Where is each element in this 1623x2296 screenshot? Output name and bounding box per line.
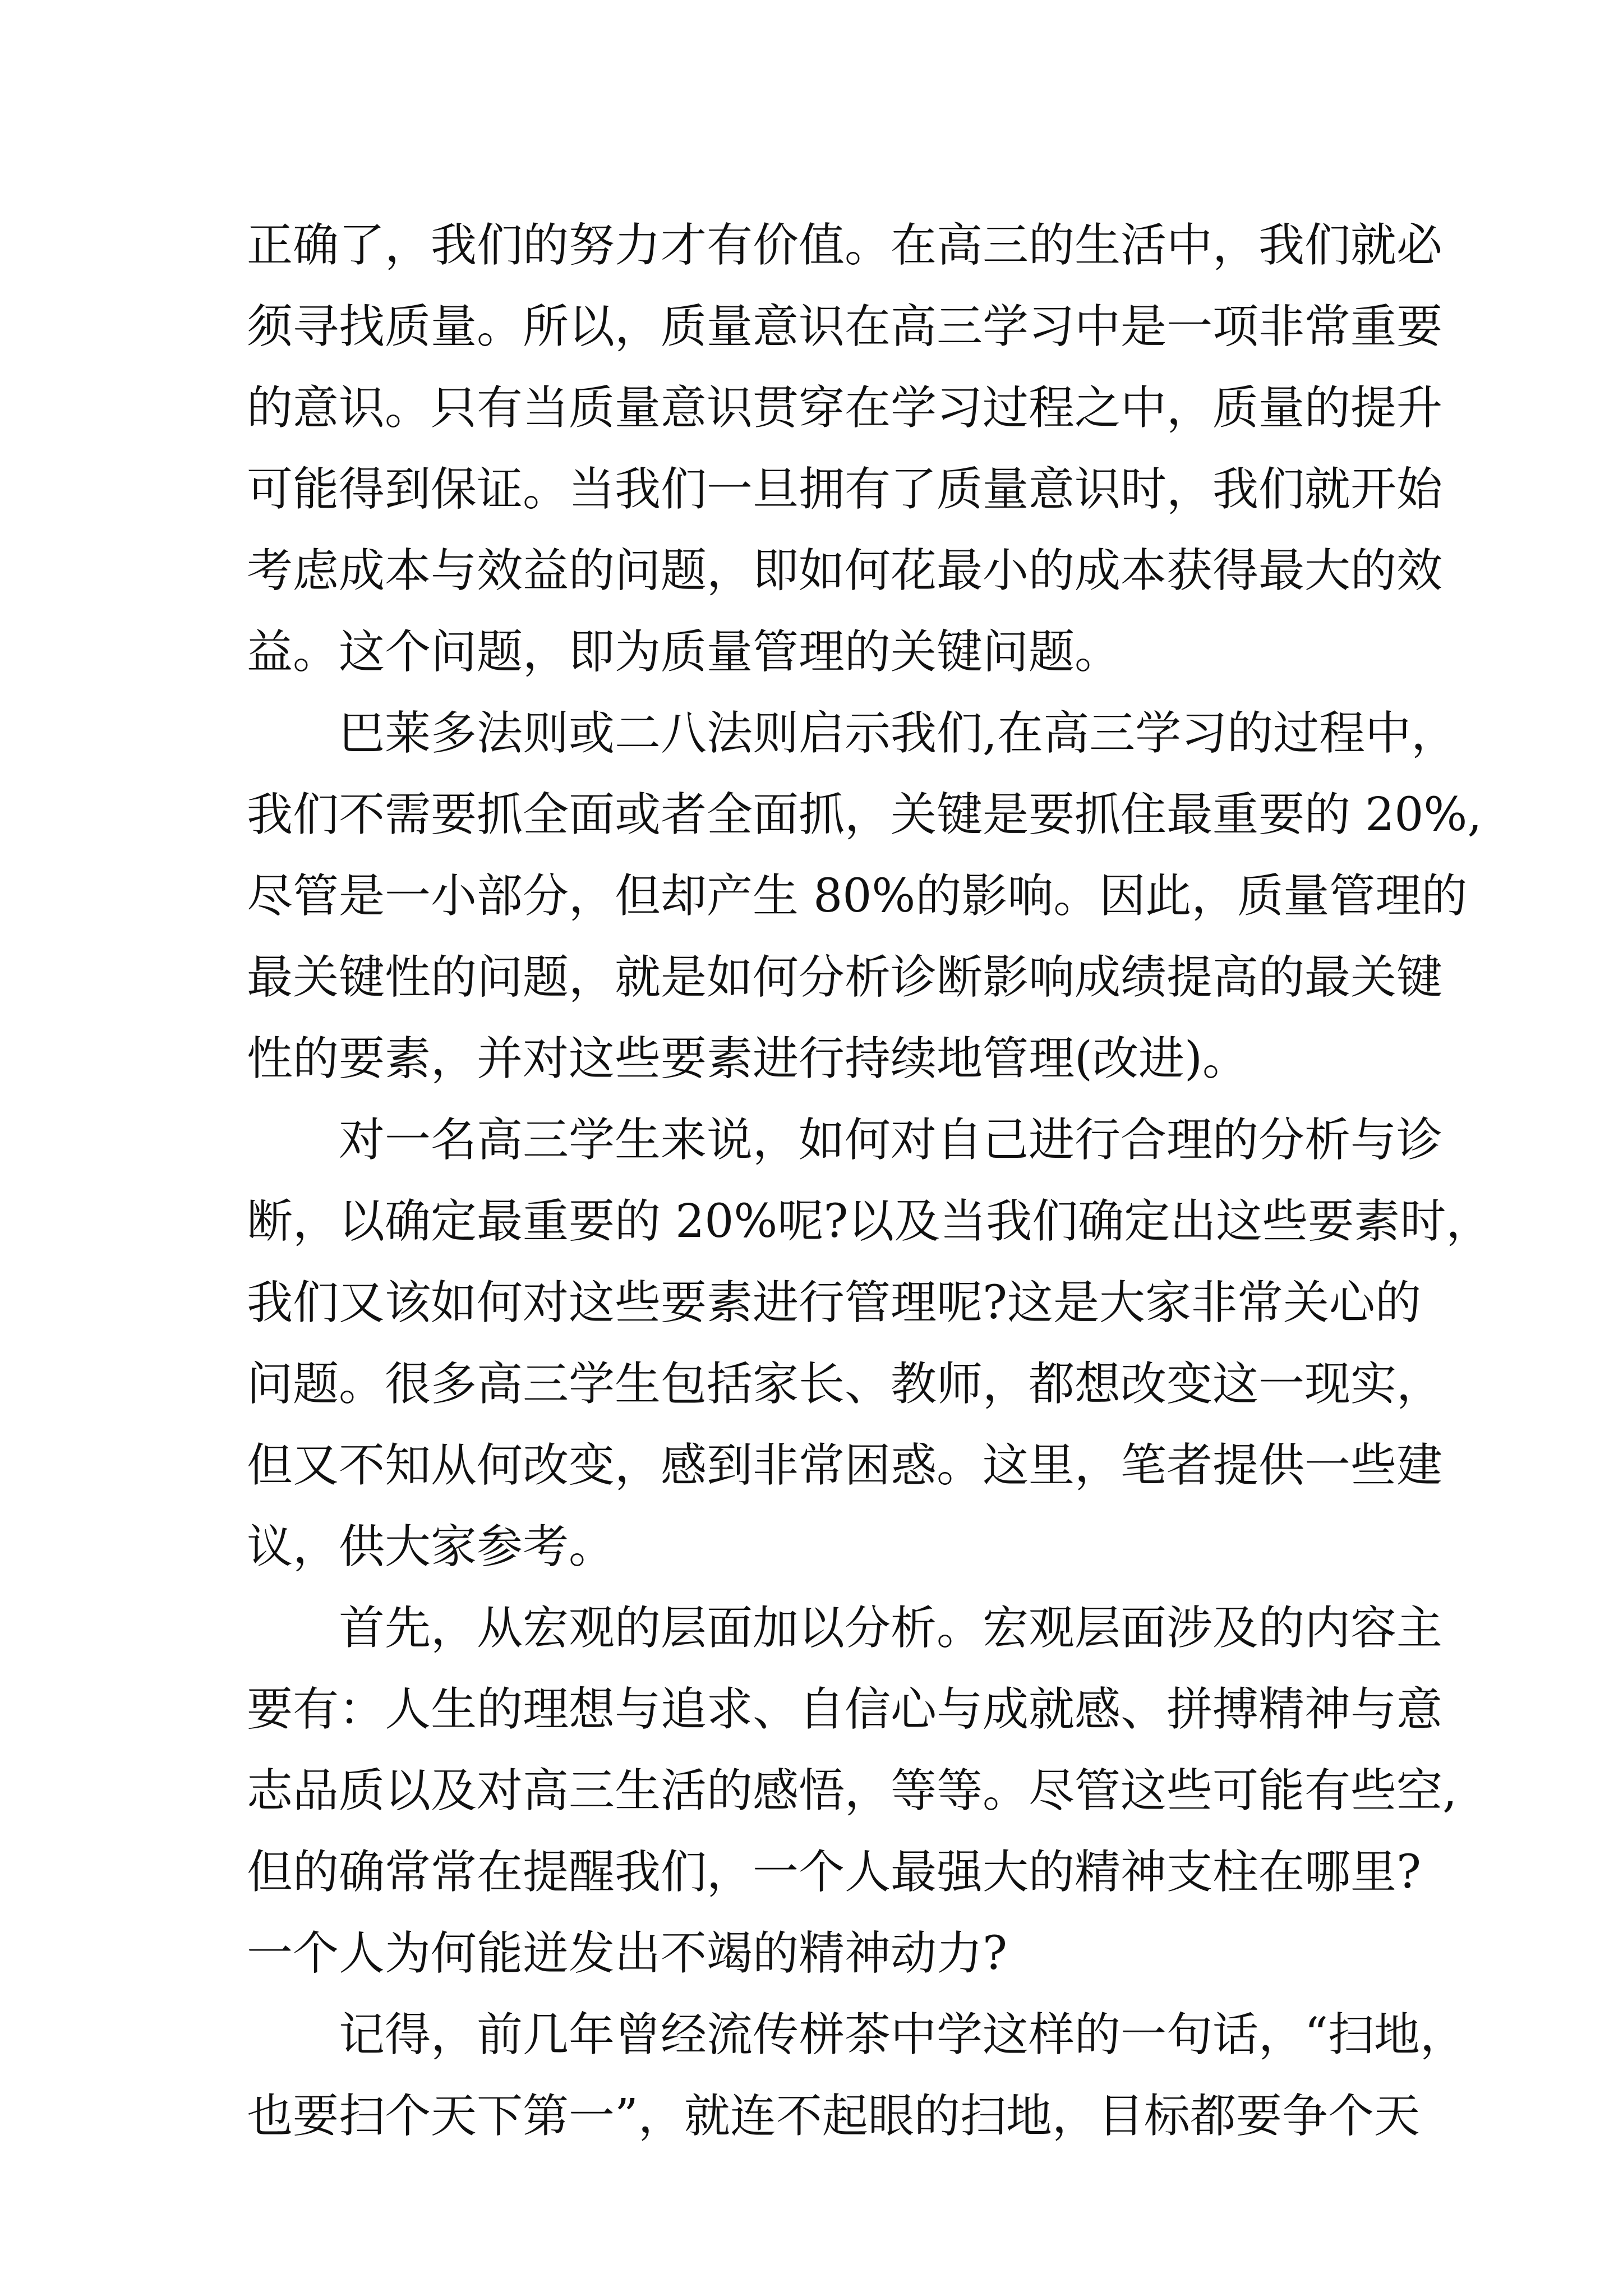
paragraph-first-line: 首先，从宏观的层面加以分析。宏观层面涉及的内容主 <box>339 1602 1443 1655</box>
text-line: 的意识。只有当质量意识贯穿在学习过程之中，质量的提升 <box>247 381 1443 435</box>
text-line: 一个人为何能迸发出不竭的精神动力? <box>247 1927 1007 1980</box>
text-line: 正确了，我们的努力才有价值。在高三的生活中，我们就必 <box>247 219 1443 272</box>
text-line: 问题。很多高三学生包括家长、教师，都想改变这一现实， <box>247 1358 1443 1411</box>
text-line: 最关键性的问题，就是如何分析诊断影响成绩提高的最关键 <box>247 951 1443 1004</box>
paragraph-first-line: 对一名高三学生来说，如何对自己进行合理的分析与诊 <box>339 1114 1443 1167</box>
text-line: 但又不知从何改变，感到非常困惑。这里，笔者提供一些建 <box>247 1439 1443 1492</box>
text-line: 但的确常常在提醒我们，一个人最强大的精神支柱在哪里? <box>247 1846 1421 1899</box>
text-line: 性的要素，并对这些要素进行持续地管理(改进)。 <box>247 1032 1248 1085</box>
text-line: 志品质以及对高三生活的感悟，等等。尽管这些可能有些空, <box>247 1764 1458 1818</box>
text-line: 要有：人生的理想与追求、自信心与成就感、拼搏精神与意 <box>247 1683 1443 1736</box>
paragraph-first-line: 巴莱多法则或二八法则启示我们,在高三学习的过程中， <box>339 707 1458 760</box>
text-line: 须寻找质量。所以，质量意识在高三学习中是一项非常重要 <box>247 300 1443 353</box>
paragraph-first-line: 记得，前几年曾经流传栟茶中学这样的一句话，“扫地， <box>339 2008 1466 2062</box>
text-line: 也要扫个天下第一”，就连不起眼的扫地，目标都要争个天 <box>247 2090 1420 2143</box>
text-line: 我们又该如何对这些要素进行管理呢?这是大家非常关心的 <box>247 1276 1421 1329</box>
body-text <box>247 205 1492 2157</box>
text-line: 考虑成本与效益的问题，即如何花最小的成本获得最大的效 <box>247 544 1443 597</box>
text-line: 议，供大家参考。 <box>247 1520 615 1573</box>
text-line: 断，以确定最重要的 20%呢?以及当我们确定出这些要素时， <box>247 1195 1492 1248</box>
text-line: 益。这个问题，即为质量管理的关键问题。 <box>247 625 1121 679</box>
text-line: 尽管是一小部分，但却产生 80%的影响。因此，质量管理的 <box>247 869 1468 923</box>
text-line: 可能得到保证。当我们一旦拥有了质量意识时，我们就开始 <box>247 463 1443 516</box>
text-line: 我们不需要抓全面或者全面抓，关键是要抓住最重要的 20%, <box>247 788 1482 841</box>
